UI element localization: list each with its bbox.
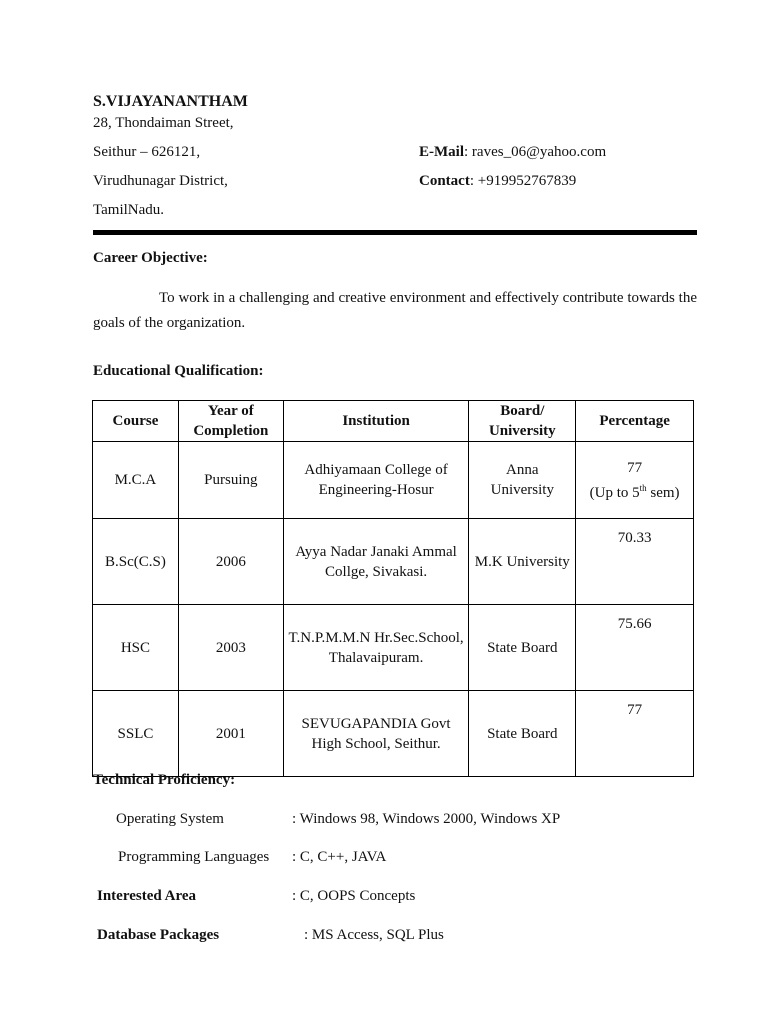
course-cell: M.C.A: [93, 442, 179, 519]
email-line: [419, 144, 606, 161]
technical-heading: Technical Proficiency:: [93, 772, 236, 788]
institution-cell: Adhiyamaan College of Engineering-Hosur: [283, 442, 469, 519]
interest-label: Interested Area: [97, 888, 197, 904]
education-table: [92, 400, 694, 777]
percentage-value: 77: [627, 459, 643, 476]
phone-line: [419, 173, 576, 190]
career-objective-text: [93, 286, 697, 336]
board-cell: State Board: [469, 605, 576, 691]
column-header-institution: Institution: [283, 401, 469, 442]
contact-label: Contact: [419, 173, 470, 189]
os-label: Operating System: [116, 811, 224, 827]
column-header-board: Board/ University: [469, 401, 576, 442]
course-cell: SSLC: [93, 691, 179, 777]
database-label: Database Packages: [97, 927, 220, 943]
database-value: : MS Access, SQL Plus: [304, 927, 444, 943]
year-cell: 2001: [178, 691, 283, 777]
address-line-1: 28, Thondaiman Street,: [93, 115, 234, 131]
address-line-4: TamilNadu.: [93, 202, 165, 218]
languages-value: : C, C++, JAVA: [292, 849, 387, 865]
year-cell: Pursuing: [178, 442, 283, 519]
percentage-cell: [576, 442, 694, 519]
institution-cell: T.N.P.M.M.N Hr.Sec.School, Thalavaipuram.: [283, 605, 469, 691]
email-label: E-Mail: [419, 144, 464, 160]
address-line-2: Seithur – 626121,: [93, 144, 201, 160]
percentage-cell: 77: [576, 691, 694, 777]
career-objective-body: To work in a challenging and creative environment and effectively contribute towards the goals of the organization.: [93, 290, 697, 331]
header-divider: [93, 230, 697, 235]
board-cell: State Board: [469, 691, 576, 777]
education-heading: Educational Qualification:: [93, 363, 264, 379]
candidate-name: S.VIJAYANANTHAM: [93, 93, 248, 110]
interest-value: : C, OOPS Concepts: [292, 888, 416, 904]
table-header-row: [93, 401, 694, 442]
contact-value: : +919952767839: [469, 173, 577, 189]
course-cell: HSC: [93, 605, 179, 691]
column-header-course: Course: [93, 401, 179, 442]
table-row: [93, 605, 694, 691]
year-cell: 2006: [178, 519, 283, 605]
year-cell: 2003: [178, 605, 283, 691]
institution-cell: Ayya Nadar Janaki Ammal Collge, Sivakasi.: [283, 519, 469, 605]
institution-cell: SEVUGAPANDIA Govt High School, Seithur.: [283, 691, 469, 777]
career-objective-heading: Career Objective:: [93, 250, 208, 266]
course-cell: B.Sc(C.S): [93, 519, 179, 605]
email-value: : raves_06@yahoo.com: [464, 144, 607, 160]
languages-label: Programming Languages: [118, 849, 270, 865]
board-cell: Anna University: [469, 442, 576, 519]
os-value: : Windows 98, Windows 2000, Windows XP: [292, 811, 561, 827]
percentage-cell: 70.33: [576, 519, 694, 605]
table-row: [93, 442, 694, 519]
board-cell: M.K University: [469, 519, 576, 605]
address-line-3: Virudhunagar District,: [93, 173, 228, 189]
column-header-year: Year of Completion: [178, 401, 283, 442]
percentage-cell: 75.66: [576, 605, 694, 691]
table-row: [93, 691, 694, 777]
column-header-percentage: Percentage: [576, 401, 694, 442]
table-row: [93, 519, 694, 605]
percentage-note: (Up to 5th sem): [589, 482, 680, 501]
